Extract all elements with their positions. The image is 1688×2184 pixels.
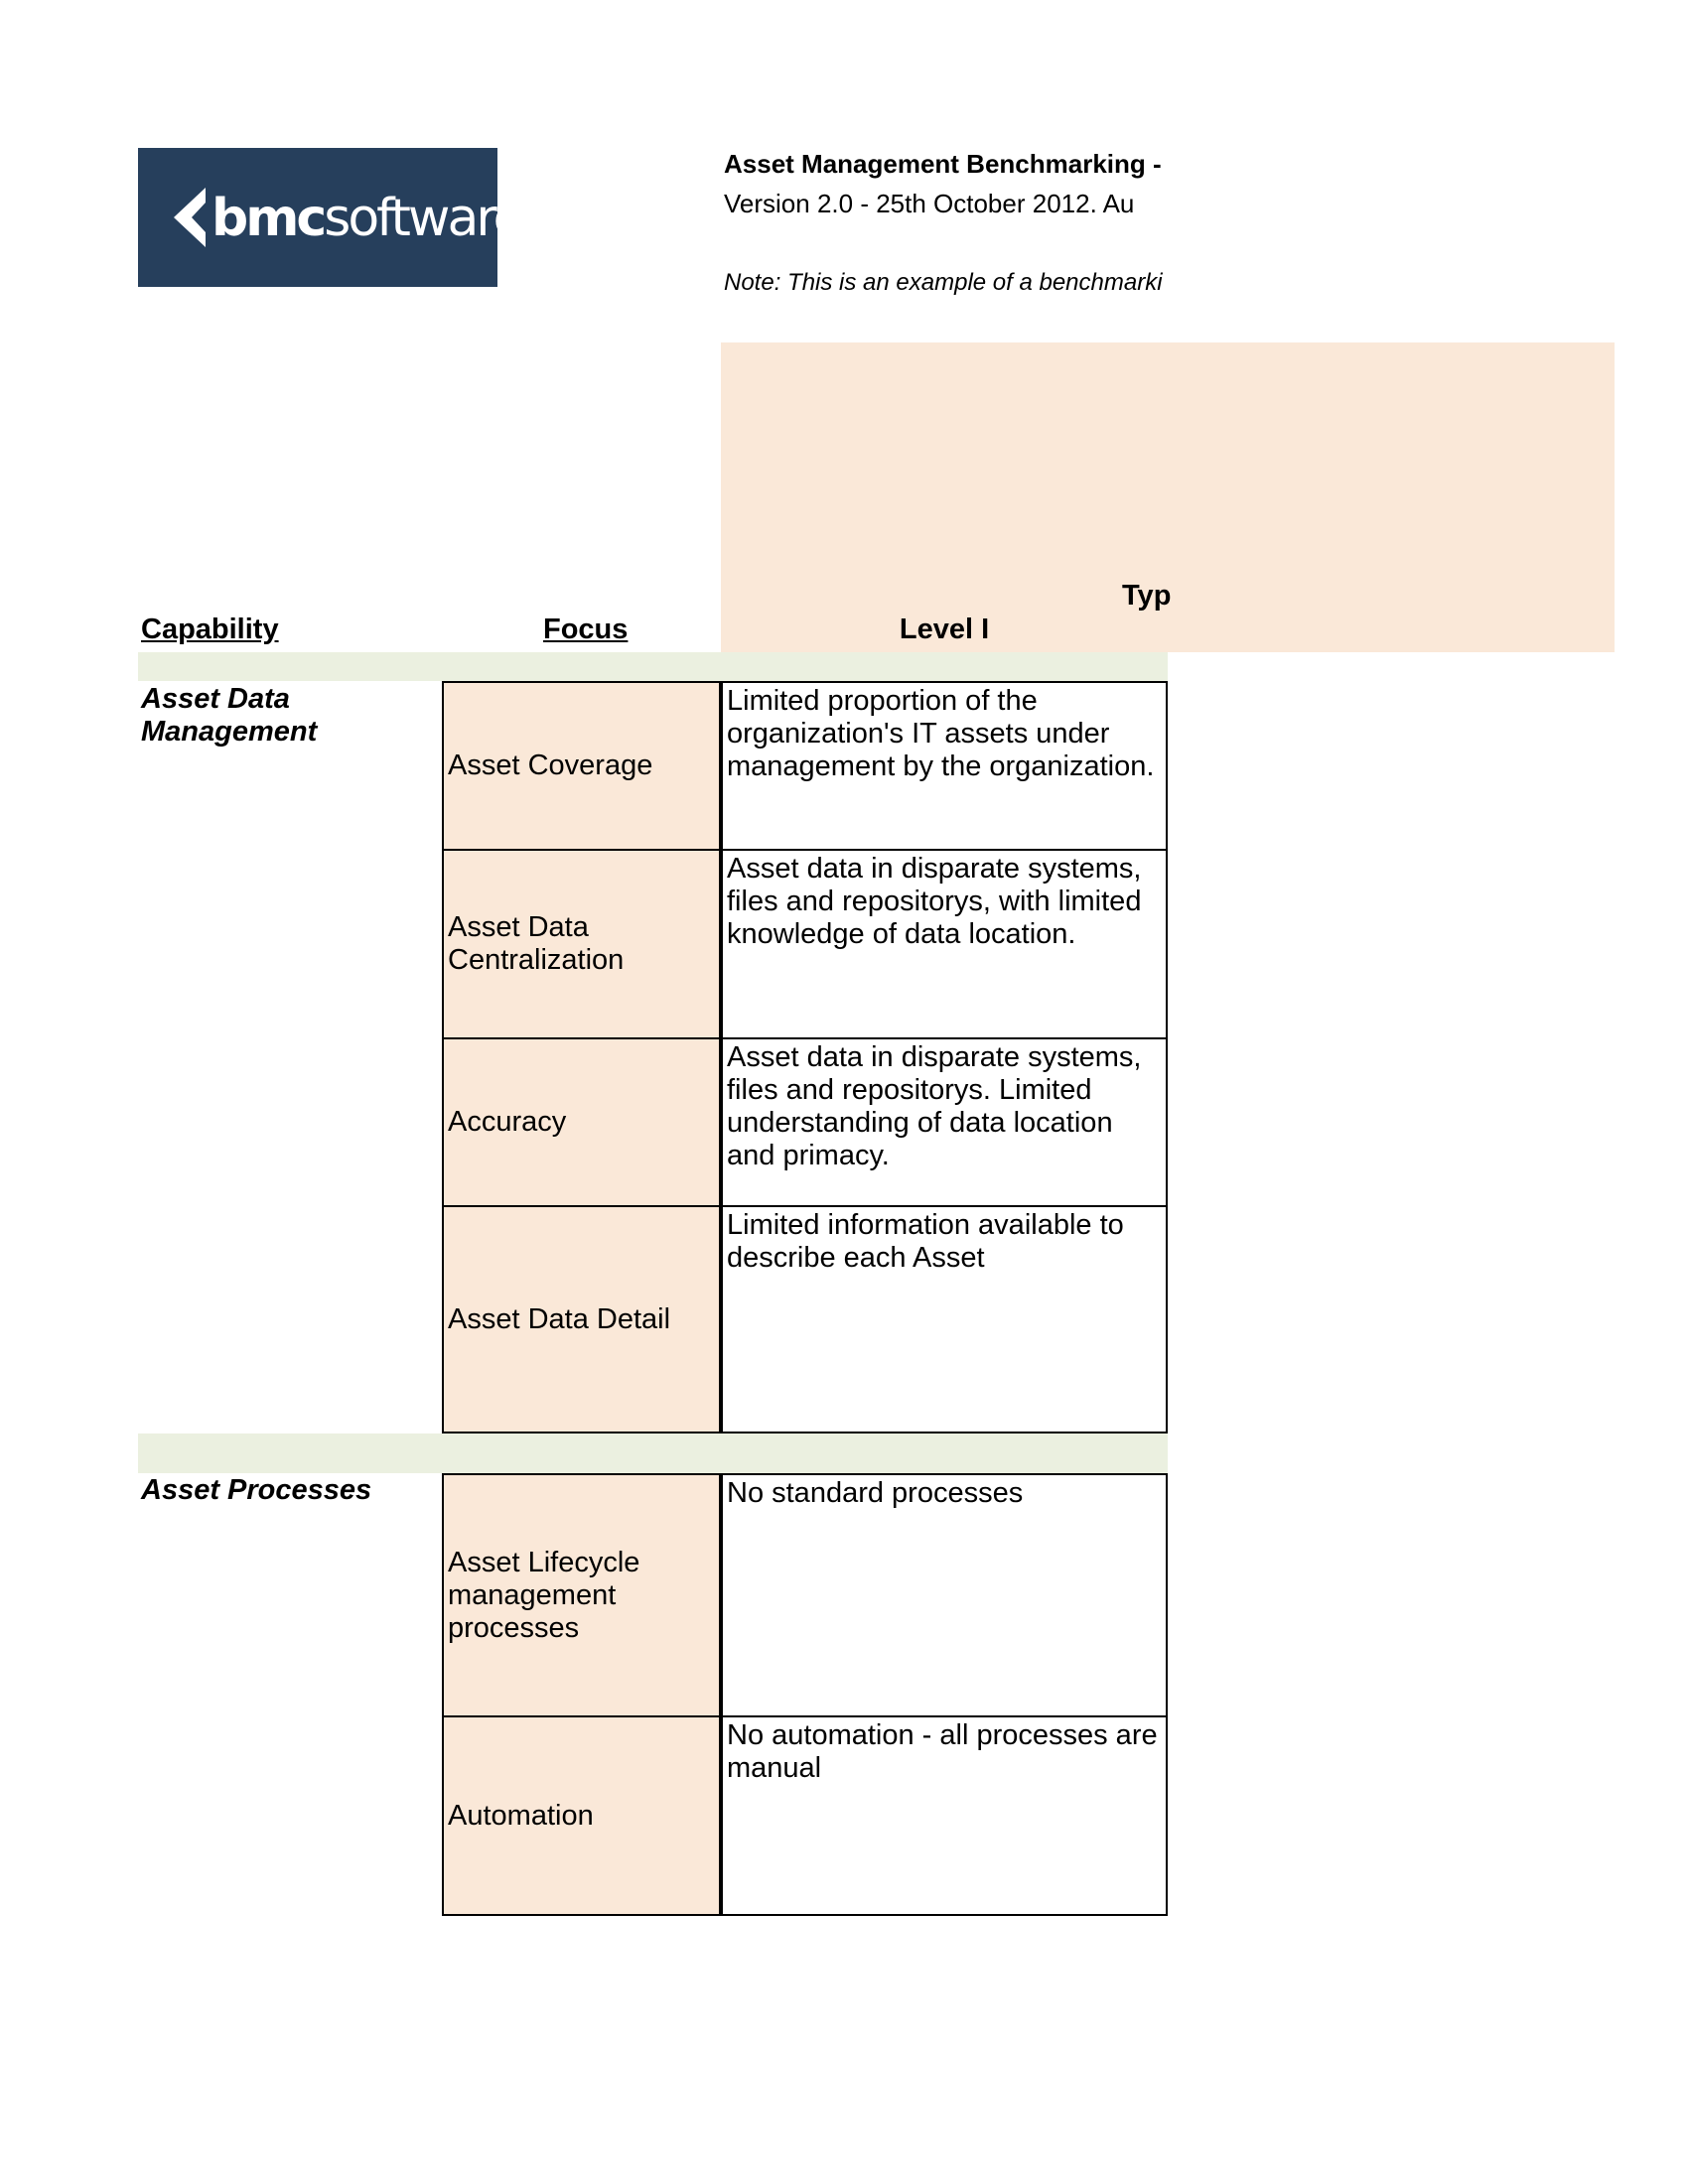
focus-label: Asset Coverage (448, 750, 653, 781)
level-1-cell: Asset data in disparate systems, files and repositorys, with limited knowledge of data location. (721, 849, 1168, 1039)
focus-cell (442, 1473, 721, 1717)
level-1-cell: No automation - all processes are manual (721, 1715, 1168, 1916)
level-1-cell: Asset data in disparate systems, files and repositorys. Limited understanding of data location and primacy. (721, 1037, 1168, 1207)
level-1-cell: Limited information available to describe each Asset (721, 1205, 1168, 1433)
focus-cell (442, 681, 721, 851)
note-line: Note: This is an example of a benchmarki (724, 269, 1163, 296)
level-1-cell: Limited proportion of the organization's IT assets under management by the organization. (721, 681, 1168, 851)
focus-label: Asset Data Centralization (448, 911, 625, 976)
level-1-column-heading: Level I (899, 614, 990, 645)
focus-label: Asset Data Detail (448, 1302, 671, 1335)
capability-column-heading: Capability (141, 614, 279, 645)
focus-label: Asset Lifecycle management processes (448, 1546, 640, 1644)
section-separator (138, 1433, 1168, 1473)
document-title: Asset Management Benchmarking - (724, 149, 1162, 179)
level-1-cell: No standard processes (721, 1473, 1168, 1717)
section-separator (138, 652, 1168, 681)
focus-cell (442, 1037, 721, 1207)
version-line: Version 2.0 - 25th October 2012. Au (724, 189, 1135, 218)
capability-asset-data-management: Asset Data Management (141, 683, 318, 748)
bmc-software-logo (138, 148, 522, 287)
bmc-chevron-icon (154, 178, 522, 257)
focus-label: Accuracy (448, 1106, 567, 1138)
focus-cell (442, 849, 721, 1039)
focus-cell (442, 1715, 721, 1916)
focus-cell (442, 1205, 721, 1433)
focus-label: Automation (448, 1799, 594, 1832)
svg-text:bmcsoftware: bmcsoftware (211, 189, 522, 248)
focus-column-heading: Focus (543, 614, 629, 645)
band-label: Typ (1122, 580, 1172, 612)
capability-asset-processes: Asset Processes (141, 1474, 372, 1506)
